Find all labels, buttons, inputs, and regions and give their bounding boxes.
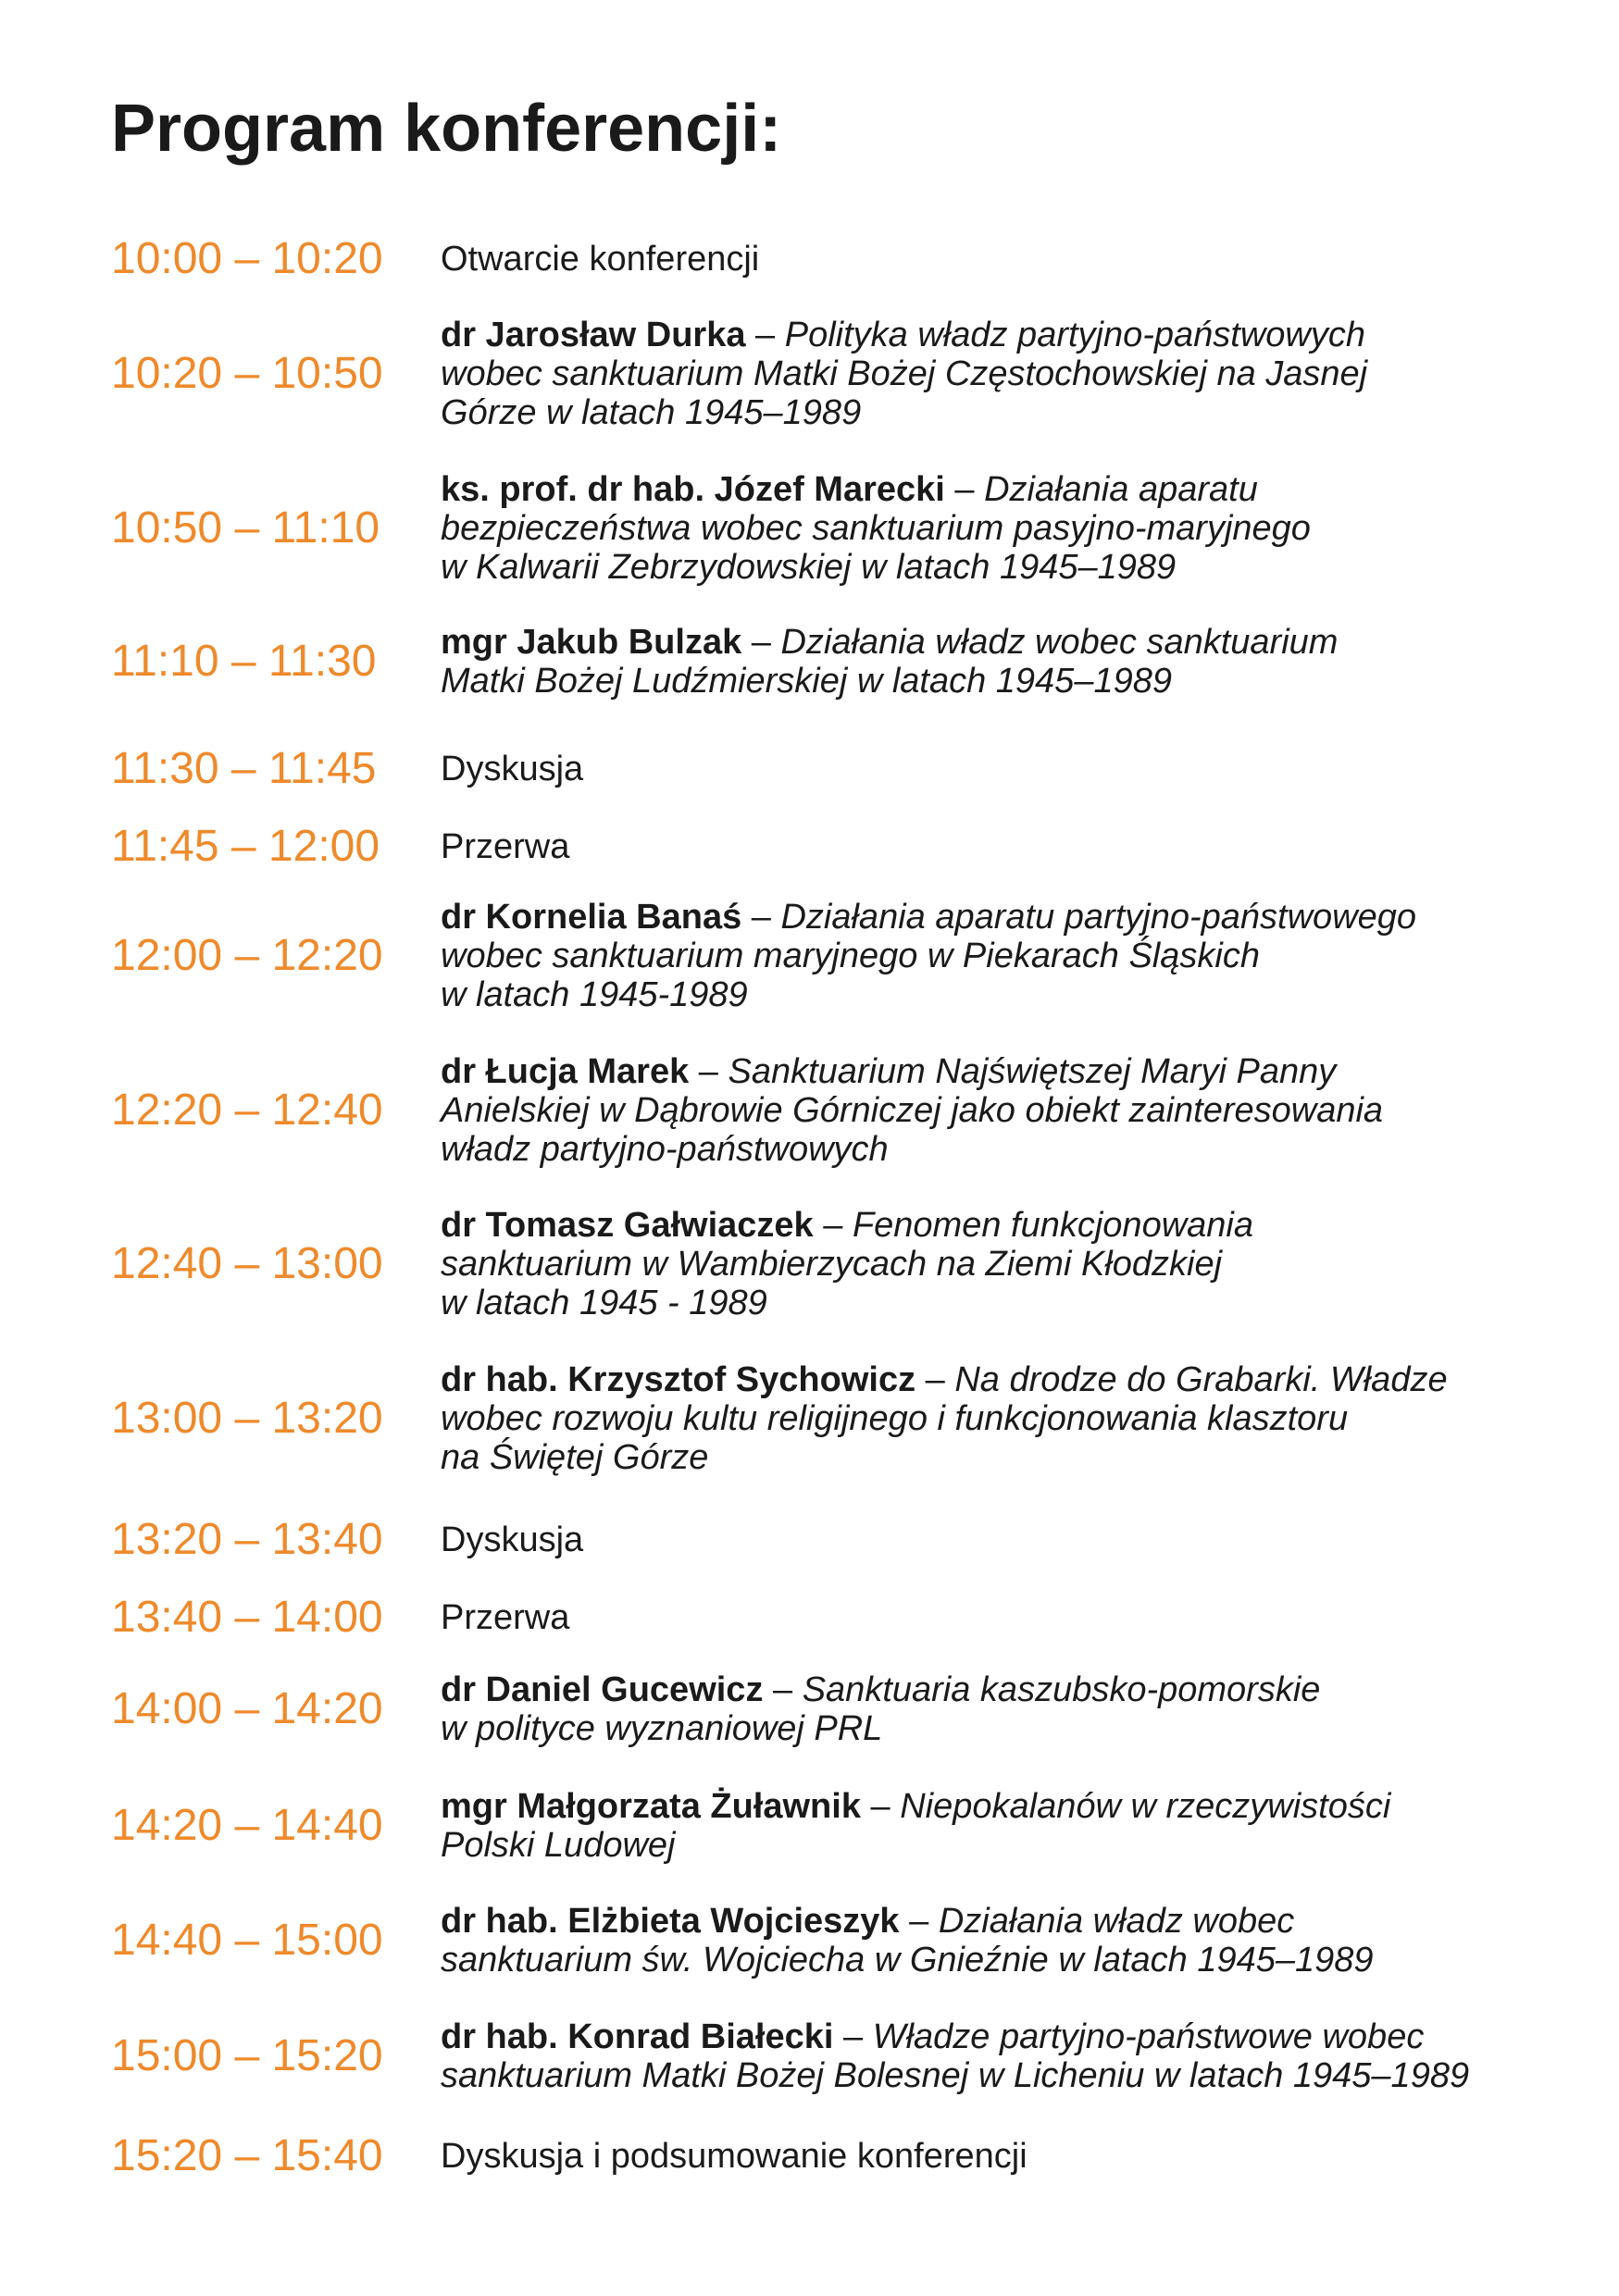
time-slot: 11:45 – 12:00 xyxy=(111,822,380,871)
schedule-row xyxy=(111,891,1518,1021)
time-slot: 15:00 – 15:20 xyxy=(111,2031,383,2080)
session-text: Przerwa xyxy=(441,1598,570,1637)
description-line xyxy=(441,1052,1533,1091)
session-text: Przerwa xyxy=(441,827,570,866)
time-slot: 10:00 – 10:20 xyxy=(111,234,383,283)
talk-title: Działania władz wobec sanktuarium xyxy=(780,623,1339,662)
time-slot: 14:40 – 15:00 xyxy=(111,1916,383,1965)
talk-title: sanktuarium św. Wojciecha w Gnieźnie w latach 1945–1989 xyxy=(441,1941,1374,1980)
talk-title: Polityka władz partyjno-państwowych xyxy=(784,316,1366,354)
time-slot: 14:00 – 14:20 xyxy=(111,1684,383,1733)
schedule-row xyxy=(111,2091,1518,2221)
description-line xyxy=(441,1787,1533,1826)
description-line xyxy=(441,1206,1533,1245)
description-line xyxy=(441,509,1533,548)
session-description xyxy=(441,1787,1533,1865)
talk-title: bezpieczeństwa wobec sanktuarium pasyjno-maryjnego xyxy=(441,509,1311,548)
talk-title: Fenomen funkcjonowania xyxy=(852,1206,1253,1245)
description-line xyxy=(441,1598,1533,1637)
session-text: – xyxy=(915,1360,955,1399)
session-description xyxy=(441,1206,1533,1322)
time-slot: 14:20 – 14:40 xyxy=(111,1801,383,1850)
session-description xyxy=(441,1052,1533,1169)
description-line xyxy=(441,898,1533,937)
talk-title: wobec rozwoju kultu religijnego i funkcjonowania klasztoru xyxy=(441,1399,1349,1438)
description-line xyxy=(441,240,1533,279)
talk-title: Matki Bożej Ludźmierskiej w latach 1945–1989 xyxy=(441,662,1172,701)
description-line xyxy=(441,827,1533,866)
session-text: – xyxy=(813,1206,853,1245)
time-slot: 12:20 – 12:40 xyxy=(111,1086,383,1135)
speaker-name: dr Daniel Gucewicz xyxy=(441,1670,764,1709)
description-line xyxy=(441,1284,1533,1322)
description-line xyxy=(441,1399,1533,1438)
talk-title: władz partyjno-państwowych xyxy=(441,1130,889,1169)
session-description xyxy=(441,316,1533,432)
time-slot: 13:20 – 13:40 xyxy=(111,1515,383,1564)
speaker-name: dr Tomasz Gałwiaczek xyxy=(441,1206,814,1245)
talk-title: w polityce wyznaniowej PRL xyxy=(441,1709,883,1748)
description-line xyxy=(441,1826,1533,1865)
talk-title: w Kalwarii Zebrzydowskiej w latach 1945–1989 xyxy=(441,548,1177,587)
speaker-name: dr hab. Konrad Białecki xyxy=(441,2017,834,2056)
talk-title: w latach 1945-1989 xyxy=(441,975,748,1014)
time-slot: 13:40 – 14:00 xyxy=(111,1593,383,1642)
talk-title: Górze w latach 1945–1989 xyxy=(441,393,862,432)
page-title: Program konferencji: xyxy=(111,92,782,166)
description-line xyxy=(441,1709,1533,1748)
session-description xyxy=(441,1670,1533,1748)
session-description xyxy=(441,898,1533,1014)
time-slot: 13:00 – 13:20 xyxy=(111,1394,383,1443)
session-description xyxy=(441,1902,1533,1980)
speaker-name: dr hab. Krzysztof Sychowicz xyxy=(441,1360,916,1399)
description-line xyxy=(441,316,1533,354)
description-line xyxy=(441,1245,1533,1284)
schedule-row xyxy=(111,464,1518,593)
description-line xyxy=(441,2017,1533,2056)
talk-title: Na drodze do Grabarki. Władze xyxy=(954,1360,1448,1399)
session-text: Dyskusja xyxy=(441,1520,584,1559)
session-text: – xyxy=(899,1902,939,1941)
talk-title: Działania władz wobec xyxy=(938,1902,1295,1941)
description-line xyxy=(441,1091,1533,1130)
description-line xyxy=(441,470,1533,509)
speaker-name: mgr Jakub Bulzak xyxy=(441,623,742,662)
talk-title: Niepokalanów w rzeczywistości xyxy=(900,1787,1391,1826)
schedule-row xyxy=(111,309,1518,439)
speaker-name: dr Łucja Marek xyxy=(441,1052,690,1091)
session-text: – xyxy=(860,1787,901,1826)
time-slot: 10:50 – 11:10 xyxy=(111,503,380,552)
talk-title: Sanktuaria kaszubsko-pomorskie xyxy=(802,1670,1321,1709)
description-line xyxy=(441,548,1533,587)
session-description xyxy=(441,1598,1533,1637)
description-line xyxy=(441,662,1533,701)
time-slot: 10:20 – 10:50 xyxy=(111,349,383,398)
session-description xyxy=(441,2017,1533,2095)
session-text: – xyxy=(689,1052,729,1091)
description-line xyxy=(441,1941,1533,1980)
speaker-name: dr Jarosław Durka xyxy=(441,316,746,354)
schedule-row xyxy=(111,1046,1518,1175)
talk-title: wobec sanktuarium maryjnego w Piekarach Śląskich xyxy=(441,937,1260,975)
session-description xyxy=(441,2137,1533,2176)
schedule-row xyxy=(111,1876,1518,2005)
session-text: – xyxy=(745,316,785,354)
session-text: – xyxy=(833,2017,873,2056)
description-line xyxy=(441,2056,1533,2095)
speaker-name: mgr Małgorzata Żuławnik xyxy=(441,1787,861,1826)
description-line xyxy=(441,1902,1533,1941)
description-line xyxy=(441,1130,1533,1169)
talk-title: sanktuarium Matki Bożej Bolesnej w Licheniu w latach 1945–1989 xyxy=(441,2056,1470,2095)
description-line xyxy=(441,975,1533,1014)
talk-title: Działania aparatu xyxy=(984,470,1258,509)
session-text: – xyxy=(741,623,781,662)
description-line xyxy=(441,1670,1533,1709)
talk-title: w latach 1945 - 1989 xyxy=(441,1284,767,1322)
time-slot: 15:20 – 15:40 xyxy=(111,2131,383,2180)
talk-title: na Świętej Górze xyxy=(441,1438,709,1477)
description-line xyxy=(441,937,1533,975)
session-description xyxy=(441,240,1533,279)
speaker-name: ks. prof. dr hab. Józef Marecki xyxy=(441,470,945,509)
schedule-row xyxy=(111,1354,1518,1483)
talk-title: Polski Ludowej xyxy=(441,1826,676,1865)
description-line xyxy=(441,393,1533,432)
time-slot: 11:10 – 11:30 xyxy=(111,637,377,686)
session-text: – xyxy=(741,898,781,937)
description-line xyxy=(441,354,1533,393)
schedule-row xyxy=(111,1199,1518,1329)
schedule-row xyxy=(111,1644,1518,1774)
schedule-row xyxy=(111,194,1518,324)
time-slot: 11:30 – 11:45 xyxy=(111,744,377,793)
session-text: – xyxy=(763,1670,803,1709)
description-line xyxy=(441,2137,1533,2176)
time-slot: 12:00 – 12:20 xyxy=(111,931,383,980)
speaker-name: dr hab. Elżbieta Wojcieszyk xyxy=(441,1902,900,1941)
talk-title: Anielskiej w Dąbrowie Górniczej jako obiekt zainteresowania xyxy=(441,1091,1384,1130)
session-description xyxy=(441,623,1533,701)
session-text: Dyskusja i podsumowanie konferencji xyxy=(441,2137,1027,2176)
session-description xyxy=(441,827,1533,866)
session-text: – xyxy=(944,470,985,509)
talk-title: Działania aparatu partyjno-państwowego xyxy=(780,898,1416,937)
description-line xyxy=(441,1360,1533,1399)
schedule-row xyxy=(111,1761,1518,1891)
description-line xyxy=(441,1438,1533,1477)
session-description xyxy=(441,470,1533,587)
talk-title: wobec sanktuarium Matki Bożej Częstochowskiej na Jasnej xyxy=(441,354,1368,393)
time-slot: 12:40 – 13:00 xyxy=(111,1239,383,1288)
talk-title: Władze partyjno-państwowe wobec xyxy=(872,2017,1425,2056)
speaker-name: dr Kornelia Banaś xyxy=(441,898,742,937)
session-text: Dyskusja xyxy=(441,750,584,788)
session-description xyxy=(441,1360,1533,1477)
talk-title: sanktuarium w Wambierzycach na Ziemi Kłodzkiej xyxy=(441,1245,1223,1284)
session-text: Otwarcie konferencji xyxy=(441,240,760,279)
talk-title: Sanktuarium Najświętszej Maryi Panny xyxy=(728,1052,1337,1091)
description-line xyxy=(441,623,1533,662)
